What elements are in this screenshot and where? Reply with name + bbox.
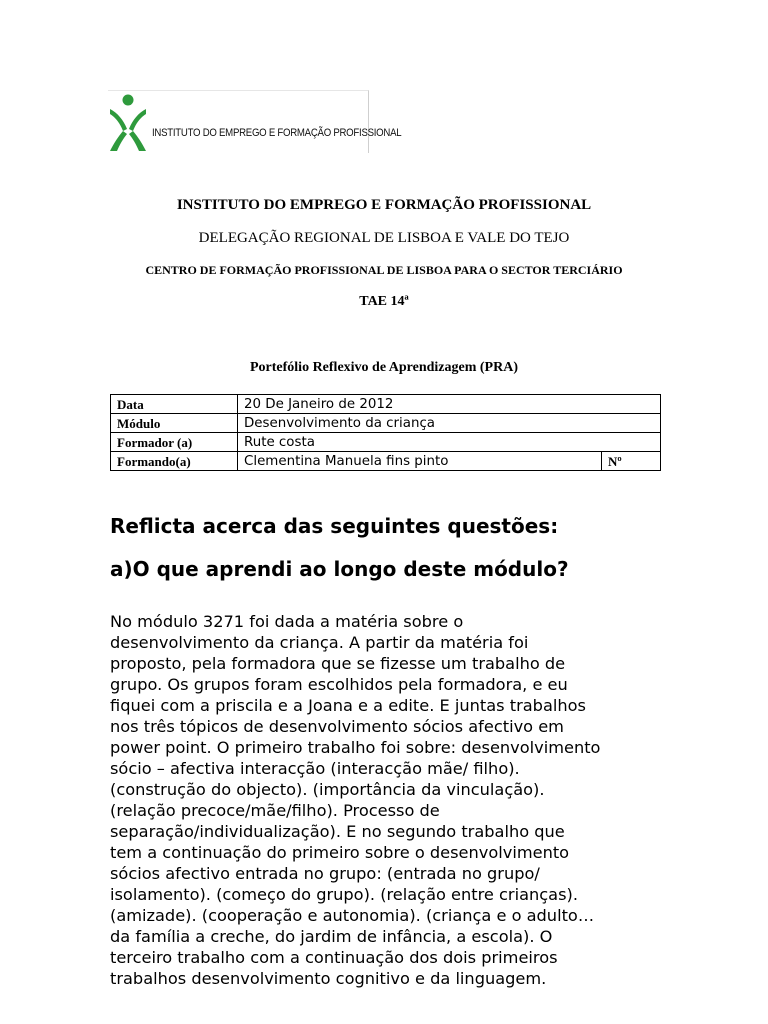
date-label: Data: [111, 395, 238, 414]
centre-name: CENTRO DE FORMAÇÃO PROFISSIONAL DE LISBOA PARA O SECTOR TERCIÁRIO: [145, 263, 623, 277]
iefp-logo: [108, 90, 402, 153]
answer-line: isolamento). (começo do grupo). (relação entre crianças).: [110, 885, 578, 904]
logo-text: INSTITUTO DO EMPREGO E FORMAÇÃO PROFISSIONAL: [152, 127, 402, 139]
document-title: Portefólio Reflexivo de Aprendizagem (PRA): [249, 360, 518, 375]
course-code: TAE 14ª: [359, 294, 409, 309]
answer-line: tem a continuação do primeiro sobre o desenvolvimento: [110, 843, 570, 862]
answer-line: No módulo 3271 foi dada a matéria sobre o: [110, 612, 464, 631]
trainee-label: Formando(a): [111, 452, 238, 471]
delegation-name: DELEGAÇÃO REGIONAL DE LISBOA E VALE DO TEJO: [198, 230, 570, 246]
trainer-label: Formador (a): [111, 433, 238, 452]
answer-line: trabalhos desenvolvimento cognitivo e da linguagem.: [110, 969, 547, 988]
answer-line: (relação precoce/mãe/filho). Processo de: [110, 801, 440, 820]
date-value: 20 De Janeiro de 2012: [238, 395, 661, 414]
answer-line: separação/individualização). E no segundo trabalho que: [110, 822, 565, 841]
answer-line: da família a creche, do jardim de infância, a escola). O: [110, 927, 553, 946]
trainer-value: Rute costa: [238, 433, 661, 452]
question-heading: a)O que aprendi ao longo deste módulo?: [110, 557, 569, 581]
iefp-emblem-icon: [108, 91, 150, 153]
module-label: Módulo: [111, 414, 238, 433]
answer-line: sócio – afectiva interacção (interacção mãe/ filho).: [110, 759, 520, 778]
answer-line: grupo. Os grupos foram escolhidos pela formadora, e eu: [110, 675, 568, 694]
answer-line: proposto, pela formadora que se fizesse um trabalho de: [110, 654, 566, 673]
answer-paragraph: [110, 611, 670, 989]
answer-line: terceiro trabalho com a continuação dos dois primeiros: [110, 948, 558, 967]
answer-line: power point. O primeiro trabalho foi sobre: desenvolvimento: [110, 738, 601, 757]
info-table: [110, 394, 661, 471]
answer-line: nos três tópicos de desenvolvimento sócios afectivo em: [110, 717, 564, 736]
module-value: Desenvolvimento da criança: [238, 414, 661, 433]
answer-line: (amizade). (cooperação e autonomia). (criança e o adulto…: [110, 906, 595, 925]
trainee-value: Clementina Manuela fins pinto: [238, 452, 602, 471]
answer-line: (construção do objecto). (importância da vinculação).: [110, 780, 545, 799]
table-row: [111, 433, 661, 452]
number-label: Nº: [602, 452, 661, 471]
table-row: [111, 452, 661, 471]
answer-line: sócios afectivo entrada no grupo: (entrada no grupo/: [110, 864, 540, 883]
reflection-heading: Reflicta acerca das seguintes questões:: [110, 514, 559, 538]
answer-line: desenvolvimento da criança. A partir da matéria foi: [110, 633, 529, 652]
table-row: [111, 395, 661, 414]
answer-line: fiquei com a priscila e a Joana e a edite. E juntas trabalhos: [110, 696, 586, 715]
institute-name: INSTITUTO DO EMPREGO E FORMAÇÃO PROFISSIONAL: [176, 197, 592, 213]
table-row: [111, 414, 661, 433]
